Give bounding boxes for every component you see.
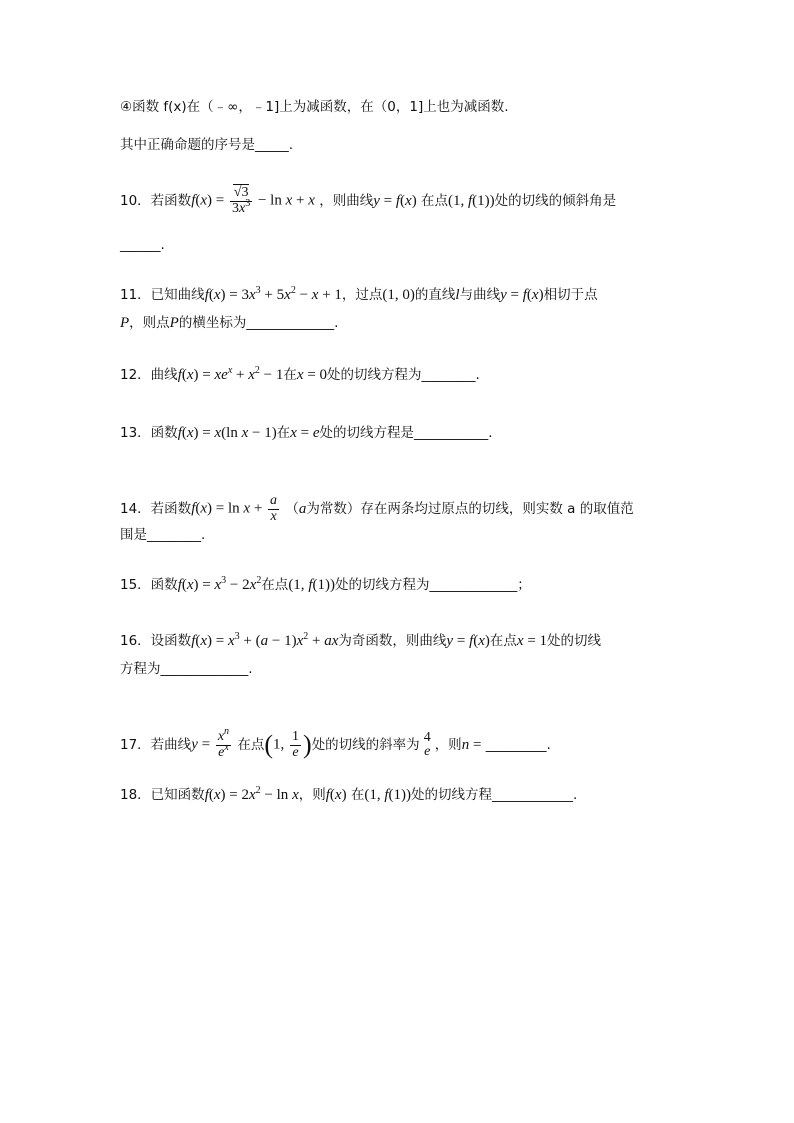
formula-q18-fx: f(x) (325, 787, 347, 803)
formula-q11-P1: P (120, 315, 130, 331)
formula-q13-function: f(x) = x(ln x − 1) (177, 425, 277, 441)
formula-q11-line: l (455, 287, 460, 303)
formula-q11-point: (1, 0) (382, 287, 415, 303)
formula-q11-P2: P (169, 315, 179, 331)
question-14: 14．若函数f(x) = ln x + $\frac{a}{x}$ （a为常数）存在两条均过原点的切线，则实数 a 的取值范 (120, 493, 634, 524)
question-16: 16．设函数$f(x) = x^3 + (a - 1)x^2$ + ax为奇函数，则曲线y = f(x)在点x = 1处的切线 (120, 631, 602, 649)
formula-q16-curve: y = f(x) (446, 633, 490, 649)
answer-prompt: 其中正确命题的序号是_____. (120, 137, 294, 153)
formula-q10-curve: y = f(x) (373, 193, 417, 210)
formula-q12-function: $f(x) = xe^x + x^2 - 1$ (177, 365, 284, 383)
question-10-cont: ______. (120, 237, 165, 253)
formula-q14-a: a (298, 501, 307, 518)
question-17: 17．若曲线y = $\frac{x^n}{e^x}$ 在点(1, $\frac{1}{e}$ )处的切线的斜率为 4 e ，则n = _________. (120, 726, 551, 760)
formula-q18-function: $f(x) = 2x^2 - \ln x$ (204, 785, 299, 803)
statement-4: ④函数 f(x)在（﹣∞，﹣1]上为减函数，在（0，1]上也为减函数. (120, 99, 509, 115)
question-10: 10．若函数f(x) = $\frac{√3}{3x^3}$ − ln x + x ，则曲线y = f(x) 在点(1, f(1))处的切线的倾斜角是 (120, 185, 617, 216)
formula-q10-point: (1, f(1)) (448, 193, 495, 210)
question-18: 18．已知函数$f(x) = 2x^2 - \ln x$，则f(x) 在(1, f(1))处的切线方程____________. (120, 785, 578, 803)
formula-q17-n: n = (461, 737, 482, 754)
question-11: 11．已知曲线$f(x) = 3x^3 + 5x^2 - x + 1$，过点(1, 0)的直线l与曲线y = f(x)相切于点 (120, 285, 598, 303)
formula-q14-function: f(x) = ln x + $\frac{a}{x}$ (191, 493, 278, 524)
formula-q11-curve: y = f(x) (500, 287, 544, 303)
formula-q15-point: (1, f(1)) (288, 577, 335, 593)
formula-q16-x: x = 1 (516, 633, 548, 649)
question-13: 13．函数f(x) = x(ln x − 1)在x = e处的切线方程是___________. (120, 425, 493, 441)
formula-q13-x: x = e (290, 425, 320, 441)
formula-q16-function: $f(x) = x^3 + (a - 1)x^2$ + ax (191, 631, 339, 649)
formula-q17-point: (1, $\frac{1}{e}$ ) (264, 729, 312, 760)
formula-q17-slope: 4 e (423, 729, 431, 760)
formula-q18-point: (1, f(1)) (364, 787, 412, 803)
formula-q17-curve: y = $\frac{x^n}{e^x}$ (191, 726, 230, 760)
question-14-cont: 围是________. (120, 527, 206, 543)
formula-q11-function: $f(x) = 3x^3 + 5x^2 - x + 1$ (204, 285, 342, 303)
formula-q15-function: $f(x) = x^3 - 2x^2$ (177, 575, 262, 593)
question-11-cont: P，则点P的横坐标为_____________. (120, 315, 339, 331)
question-15: 15．函数$f(x) = x^3 - 2x^2$在点(1, f(1))处的切线方程为_____________； (120, 575, 531, 593)
formula-q10-function: f(x) = $\frac{√3}{3x^3}$ − ln x + x (191, 185, 315, 216)
formula-q12-x: x = 0 (296, 367, 328, 383)
question-16-cont: 方程为_____________. (120, 661, 253, 677)
question-12: 12．曲线$f(x) = xe^x + x^2 - 1$在x = 0处的切线方程为________. (120, 365, 480, 383)
